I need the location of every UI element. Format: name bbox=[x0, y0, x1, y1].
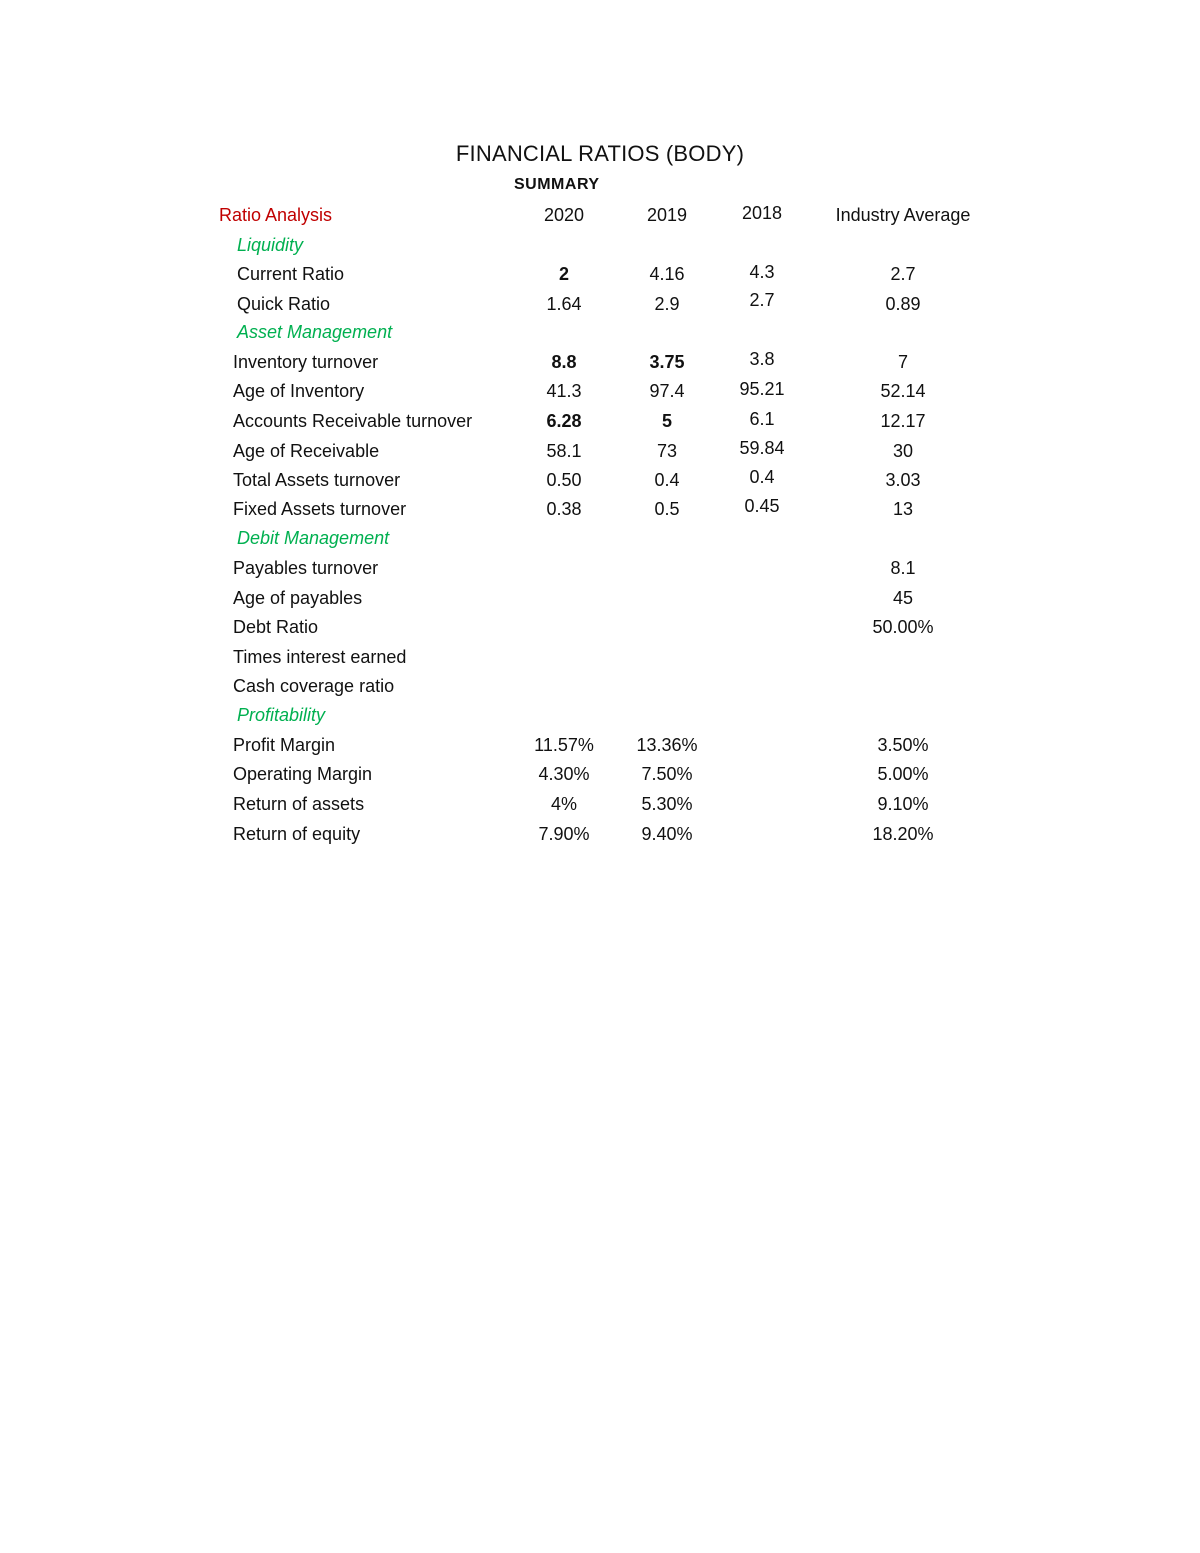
row-label: Cash coverage ratio bbox=[233, 676, 395, 696]
cell-2020: 11.57% bbox=[534, 735, 594, 755]
section-profitability: Profitability bbox=[237, 705, 326, 725]
cell-2019: 97.4 bbox=[649, 381, 685, 401]
section-asset-management: Asset Management bbox=[237, 322, 393, 342]
cell-2019: 73 bbox=[656, 441, 678, 461]
cell-industry: 7 bbox=[897, 352, 909, 372]
cell-2018: 0.45 bbox=[744, 496, 780, 516]
cell-2019: 5.30% bbox=[641, 794, 693, 814]
cell-2020: 8.8 bbox=[551, 352, 577, 372]
cell-2019: 9.40% bbox=[641, 824, 693, 844]
header-ratio-analysis: Ratio Analysis bbox=[219, 205, 333, 225]
cell-industry: 8.1 bbox=[890, 558, 916, 578]
cell-2019: 0.4 bbox=[654, 470, 680, 490]
cell-2018: 4.3 bbox=[749, 262, 775, 282]
cell-2020: 7.90% bbox=[538, 824, 590, 844]
row-label: Total Assets turnover bbox=[233, 470, 401, 490]
cell-industry: 12.17 bbox=[880, 411, 926, 431]
cell-industry: 5.00% bbox=[877, 764, 929, 784]
row-label: Payables turnover bbox=[233, 558, 379, 578]
cell-industry: 2.7 bbox=[890, 264, 916, 284]
header-2020: 2020 bbox=[543, 205, 585, 225]
cell-2019: 2.9 bbox=[654, 294, 680, 314]
row-label: Operating Margin bbox=[233, 764, 373, 784]
section-liquidity: Liquidity bbox=[237, 235, 304, 255]
cell-2020: 0.50 bbox=[546, 470, 582, 490]
cell-industry: 52.14 bbox=[880, 381, 926, 401]
row-label: Age of Inventory bbox=[233, 381, 365, 401]
row-label: Age of Receivable bbox=[233, 441, 380, 461]
row-label: Current Ratio bbox=[237, 264, 345, 284]
cell-2020: 41.3 bbox=[546, 381, 582, 401]
cell-industry: 3.50% bbox=[877, 735, 929, 755]
header-2018: 2018 bbox=[741, 203, 783, 223]
row-label: Quick Ratio bbox=[237, 294, 331, 314]
document-subtitle: SUMMARY bbox=[514, 176, 600, 193]
cell-2019: 13.36% bbox=[636, 735, 698, 755]
row-label: Age of payables bbox=[233, 588, 363, 608]
cell-industry: 9.10% bbox=[877, 794, 929, 814]
cell-2018: 2.7 bbox=[749, 290, 775, 310]
cell-2018: 59.84 bbox=[739, 438, 785, 458]
cell-2020: 4% bbox=[550, 794, 578, 814]
cell-2020: 6.28 bbox=[546, 411, 582, 431]
cell-2019: 5 bbox=[661, 411, 673, 431]
document-title: FINANCIAL RATIOS (BODY) bbox=[455, 141, 745, 166]
row-label: Accounts Receivable turnover bbox=[233, 411, 473, 431]
section-debit-management: Debit Management bbox=[237, 528, 390, 548]
cell-2018: 0.4 bbox=[749, 467, 775, 487]
cell-2019: 4.16 bbox=[649, 264, 685, 284]
cell-industry: 50.00% bbox=[872, 617, 934, 637]
cell-2018: 6.1 bbox=[749, 409, 775, 429]
row-label: Debt Ratio bbox=[233, 617, 319, 637]
row-label: Return of equity bbox=[233, 824, 361, 844]
cell-2018: 95.21 bbox=[739, 379, 785, 399]
header-industry-average: Industry Average bbox=[835, 205, 971, 225]
cell-2018: 3.8 bbox=[749, 349, 775, 369]
cell-2019: 3.75 bbox=[649, 352, 685, 372]
cell-industry: 0.89 bbox=[885, 294, 921, 314]
cell-2020: 1.64 bbox=[546, 294, 582, 314]
cell-industry: 30 bbox=[892, 441, 914, 461]
row-label: Profit Margin bbox=[233, 735, 336, 755]
row-label: Times interest earned bbox=[233, 647, 407, 667]
cell-2020: 58.1 bbox=[546, 441, 582, 461]
cell-2019: 7.50% bbox=[641, 764, 693, 784]
cell-2020: 0.38 bbox=[546, 499, 582, 519]
row-label: Return of assets bbox=[233, 794, 365, 814]
cell-2020: 2 bbox=[558, 264, 570, 284]
cell-2020: 4.30% bbox=[538, 764, 590, 784]
cell-industry: 3.03 bbox=[885, 470, 921, 490]
cell-industry: 18.20% bbox=[872, 824, 934, 844]
row-label: Fixed Assets turnover bbox=[233, 499, 407, 519]
cell-2019: 0.5 bbox=[654, 499, 680, 519]
header-2019: 2019 bbox=[646, 205, 688, 225]
cell-industry: 13 bbox=[892, 499, 914, 519]
cell-industry: 45 bbox=[892, 588, 914, 608]
row-label: Inventory turnover bbox=[233, 352, 379, 372]
